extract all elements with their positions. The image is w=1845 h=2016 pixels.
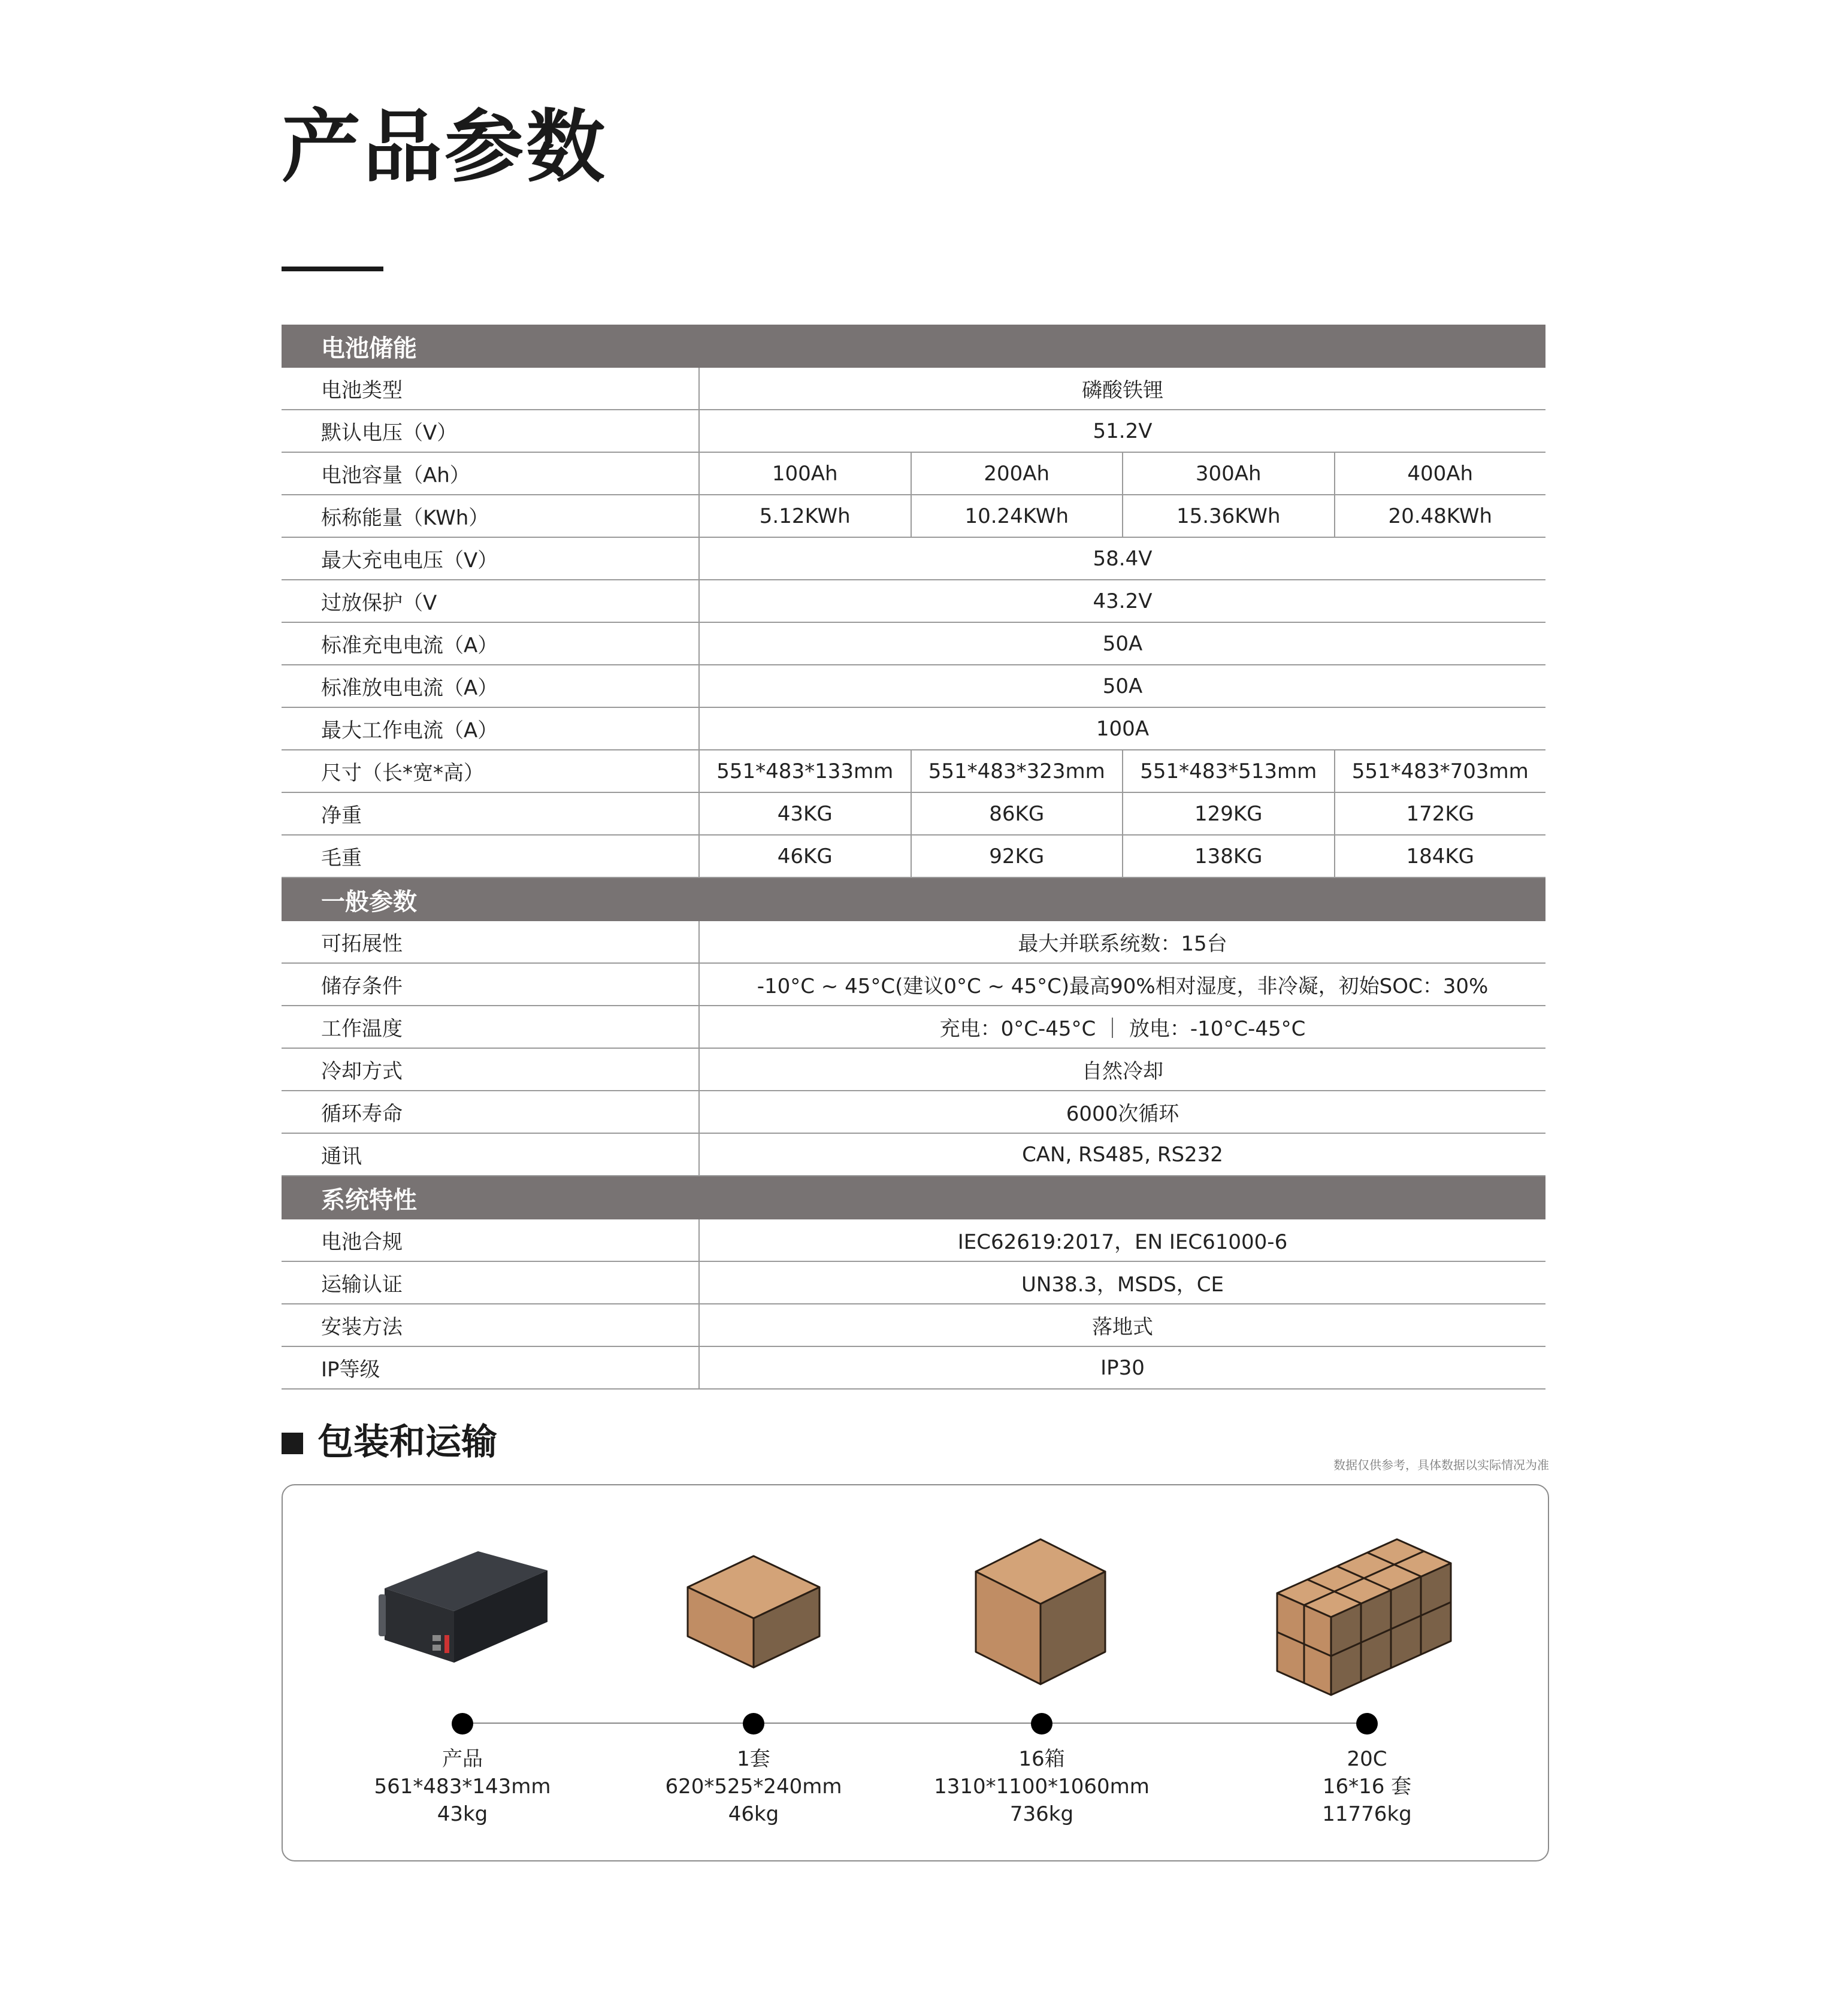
- row-values: [700, 1262, 1545, 1303]
- row-values: [700, 538, 1545, 579]
- stage-label: 16箱: [1018, 1747, 1065, 1771]
- table-cell: 20.48KWh: [1388, 504, 1493, 528]
- row-label: 标准放电电流（A）: [282, 665, 700, 707]
- timeline-dot: [1356, 1713, 1378, 1735]
- row-label: 尺寸（长*宽*高）: [282, 750, 700, 792]
- row-values: [700, 1049, 1545, 1090]
- table-row: [282, 750, 1545, 793]
- row-values: [700, 1347, 1545, 1388]
- row-label: IP等级: [282, 1347, 700, 1388]
- stage-weight: 736kg: [1009, 1802, 1074, 1826]
- table-row: [282, 793, 1545, 836]
- table-row: [282, 1262, 1545, 1304]
- row-label: 最大工作电流（A）: [282, 708, 700, 749]
- timeline-dot: [452, 1713, 473, 1735]
- row-label: 冷却方式: [282, 1049, 700, 1090]
- row-label: 标准充电电流（A）: [282, 623, 700, 664]
- table-cell: -10°C ~ 45°C(建议0°C ~ 45°C)最高90%相对湿度，非冷凝，初始SOC：30%: [757, 974, 1489, 998]
- table-cell: 551*483*323mm: [912, 750, 1124, 792]
- row-values: [700, 1091, 1545, 1133]
- stage-dimensions: 620*525*240mm: [665, 1775, 842, 1799]
- table-row: [282, 495, 1545, 538]
- table-row: [282, 1049, 1545, 1091]
- row-values: [700, 368, 1545, 409]
- table-cell: 172KG: [1406, 801, 1475, 826]
- table-row: [282, 623, 1545, 665]
- table-row: [282, 1091, 1545, 1134]
- row-label: 净重: [282, 793, 700, 834]
- table-cell: CAN, RS485, RS232: [1022, 1142, 1223, 1167]
- table-row: [282, 964, 1545, 1006]
- section-header: 电池储能: [282, 325, 1545, 368]
- single-box-icon: [676, 1545, 831, 1677]
- table-cell: 551*483*513mm: [1123, 750, 1335, 792]
- table-cell: 551*483*133mm: [700, 750, 912, 792]
- row-label: 过放保护（V: [282, 580, 700, 622]
- row-label: 通讯: [282, 1134, 700, 1175]
- stage-label: 1套: [737, 1747, 770, 1771]
- table-cell: IEC62619:2017，EN IEC61000-6: [957, 1230, 1288, 1254]
- row-values: [700, 708, 1545, 749]
- tall-box-icon: [964, 1533, 1120, 1689]
- row-values: [700, 453, 1545, 494]
- table-cell: 5.12KWh: [700, 495, 912, 537]
- table-cell: 50A: [1102, 674, 1143, 698]
- table-cell: 充电：0°C-45°C ｜ 放电：-10°C-45°C: [939, 1017, 1306, 1041]
- spec-table: [282, 325, 1545, 1390]
- stage-weight: 46kg: [728, 1802, 779, 1826]
- table-row: [282, 453, 1545, 495]
- row-values: [700, 665, 1545, 707]
- row-label: 毛重: [282, 836, 700, 877]
- stage-dimensions: 16*16 套: [1322, 1775, 1412, 1799]
- row-values: [700, 964, 1545, 1005]
- table-row: [282, 368, 1545, 410]
- table-cell: 落地式: [1092, 1315, 1153, 1339]
- row-label: 电池类型: [282, 368, 700, 409]
- table-cell: 86KG: [912, 793, 1124, 834]
- section-header: 一般参数: [282, 878, 1545, 921]
- row-label: 标称能量（KWh）: [282, 495, 700, 537]
- row-label: 可拓展性: [282, 921, 700, 962]
- row-values: [700, 410, 1545, 452]
- table-row: [282, 580, 1545, 623]
- table-cell: 300Ah: [1123, 453, 1335, 494]
- row-values: [700, 623, 1545, 664]
- row-label: 电池合规: [282, 1219, 700, 1261]
- row-label: 安装方法: [282, 1304, 700, 1346]
- packaging-disclaimer: 数据仅供参考，具体数据以实际情况为准: [1333, 1458, 1549, 1472]
- page-title: 产品参数: [282, 101, 607, 193]
- box-stack-icon: [1271, 1521, 1463, 1701]
- table-row: [282, 921, 1545, 964]
- table-cell: 138KG: [1123, 836, 1335, 877]
- table-cell: 46KG: [700, 836, 912, 877]
- stage-dimensions: 1310*1100*1060mm: [934, 1775, 1150, 1799]
- table-cell: 129KG: [1123, 793, 1335, 834]
- row-label: 默认电压（V）: [282, 410, 700, 452]
- table-cell: 6000次循环: [1066, 1102, 1179, 1126]
- section-header: 系统特性: [282, 1176, 1545, 1219]
- packaging-panel: [282, 1484, 1549, 1861]
- table-cell: 200Ah: [912, 453, 1124, 494]
- stage-pallet: [1187, 1485, 1547, 1863]
- row-label: 运输认证: [282, 1262, 700, 1303]
- table-cell: 磷酸铁锂: [1082, 379, 1163, 402]
- table-row: [282, 1304, 1545, 1347]
- timeline-dot: [743, 1713, 764, 1735]
- table-cell: 43KG: [700, 793, 912, 834]
- timeline-dot: [1031, 1713, 1052, 1735]
- table-cell: UN38.3，MSDS，CE: [1021, 1273, 1224, 1297]
- table-row: [282, 538, 1545, 580]
- stage-label: 20C: [1347, 1747, 1387, 1771]
- packaging-title: 包装和运输: [317, 1421, 497, 1463]
- table-cell: 551*483*703mm: [1351, 759, 1529, 783]
- row-label: 工作温度: [282, 1006, 700, 1048]
- stage-label: 产品: [442, 1747, 483, 1771]
- row-values: [700, 1219, 1545, 1261]
- table-cell: 184KG: [1406, 844, 1475, 868]
- row-values: [700, 1134, 1545, 1175]
- table-cell: 15.36KWh: [1123, 495, 1335, 537]
- stage-weight: 11776kg: [1322, 1802, 1412, 1826]
- row-values: [700, 1006, 1545, 1048]
- table-cell: 92KG: [912, 836, 1124, 877]
- row-values: [700, 1304, 1545, 1346]
- square-bullet-icon: [282, 1433, 303, 1454]
- table-row: [282, 836, 1545, 878]
- row-label: 最大充电电压（V）: [282, 538, 700, 579]
- table-row: [282, 665, 1545, 708]
- row-values: [700, 793, 1545, 834]
- table-cell: 100A: [1096, 716, 1150, 741]
- stage-sixteen-boxes: [862, 1485, 1221, 1863]
- table-row: [282, 1006, 1545, 1049]
- stage-weight: 43kg: [437, 1802, 488, 1826]
- table-cell: 51.2V: [1093, 419, 1153, 443]
- table-cell: 58.4V: [1093, 546, 1153, 571]
- row-values: [700, 921, 1545, 962]
- table-cell: 10.24KWh: [912, 495, 1124, 537]
- table-row: [282, 410, 1545, 453]
- table-row: [282, 1347, 1545, 1390]
- table-cell: 50A: [1102, 631, 1143, 656]
- table-cell: 100Ah: [700, 453, 912, 494]
- table-cell: IP30: [1100, 1355, 1145, 1380]
- table-cell: 自然冷却: [1082, 1060, 1163, 1083]
- row-label: 储存条件: [282, 964, 700, 1005]
- table-row: [282, 708, 1545, 750]
- row-values: [700, 750, 1545, 792]
- stage-dimensions: 561*483*143mm: [374, 1775, 551, 1799]
- row-label: 电池容量（Ah）: [282, 453, 700, 494]
- row-values: [700, 495, 1545, 537]
- table-row: [282, 1219, 1545, 1262]
- row-values: [700, 580, 1545, 622]
- row-values: [700, 836, 1545, 877]
- table-cell: 43.2V: [1093, 589, 1153, 613]
- battery-unit-icon: [373, 1545, 552, 1677]
- row-label: 循环寿命: [282, 1091, 700, 1133]
- table-row: [282, 1134, 1545, 1176]
- table-cell: 400Ah: [1407, 461, 1474, 486]
- title-underline: [282, 267, 383, 271]
- table-cell: 最大并联系统数：15台: [1018, 932, 1227, 956]
